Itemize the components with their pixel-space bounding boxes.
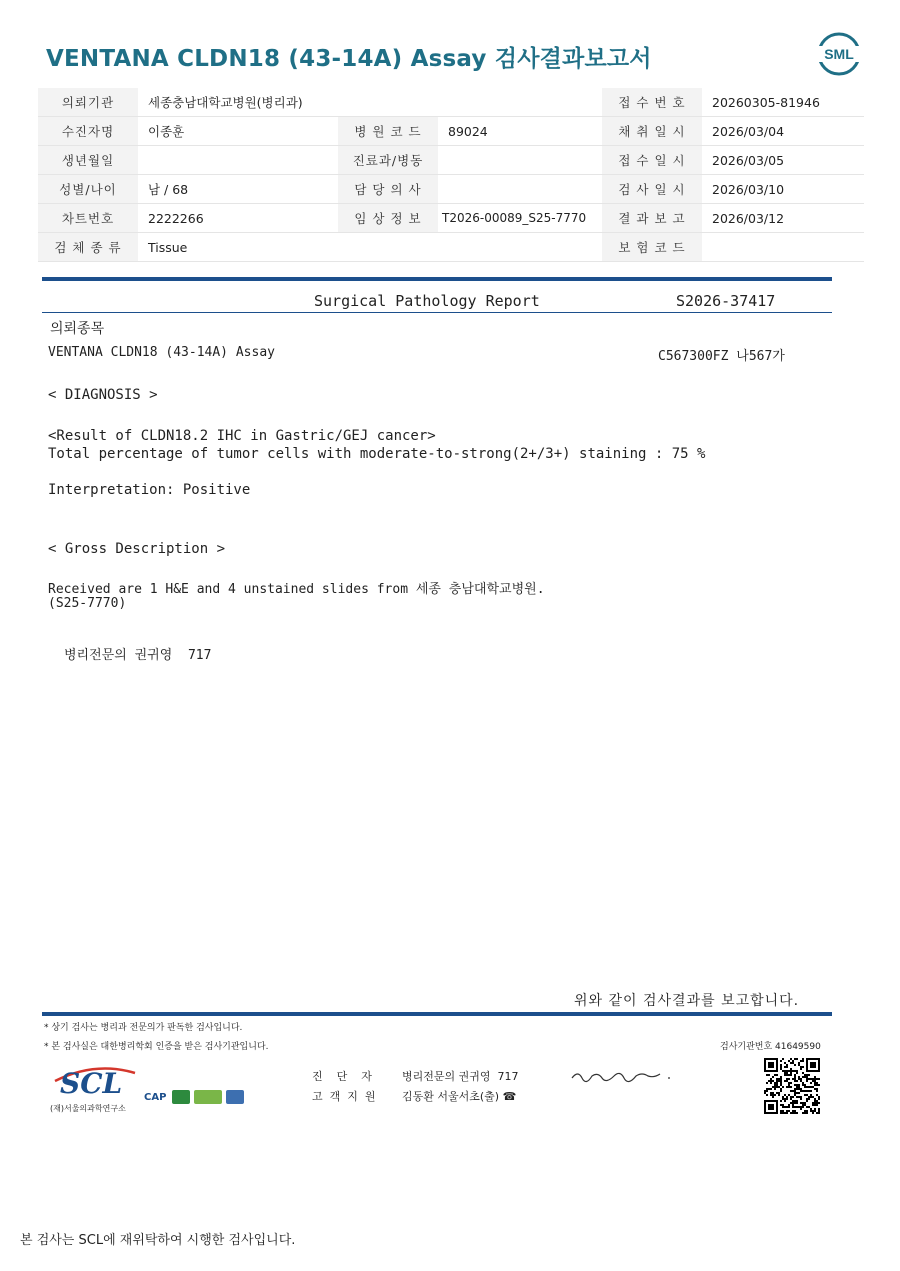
value-receipt-date: 2026/03/05 — [702, 146, 864, 175]
label-birth-date: 생년월일 — [38, 146, 138, 175]
lh-accreditation-icon — [172, 1090, 190, 1104]
gross-specimen-no: (S25-7770) — [48, 596, 127, 611]
patient-info-table — [38, 88, 864, 262]
sml-logo — [814, 30, 864, 78]
value-sex-age: 남 / 68 — [138, 175, 338, 204]
footer-note-1: * 상기 검사는 병리과 전문의가 판독한 검사입니다. — [44, 1023, 243, 1033]
gross-heading: < Gross Description > — [48, 541, 226, 557]
cap-logo: CAP — [144, 1091, 167, 1103]
label-report-date: 결 과 보 고 — [602, 204, 702, 233]
label-sex-age: 성별/나이 — [38, 175, 138, 204]
label-receipt-no: 접 수 번 호 — [602, 88, 702, 117]
value-chart-no: 2222266 — [138, 204, 338, 233]
report-heading: Surgical Pathology Report — [314, 292, 540, 310]
report-top-rule — [42, 277, 832, 281]
value-institution: 세종충남대학교병원(병리과) — [138, 88, 602, 117]
label-department: 진료과/병동 — [338, 146, 438, 175]
scl-logo — [50, 1065, 140, 1114]
customer-support-label: 고 객 지 원 — [312, 1090, 376, 1103]
label-chart-no: 차트번호 — [38, 204, 138, 233]
report-bottom-rule — [42, 1012, 832, 1016]
pathologist-signature — [570, 1066, 676, 1084]
label-institution: 의뢰기관 — [38, 88, 138, 117]
info-row — [38, 146, 864, 175]
page-title: VENTANA CLDN18 (43-14A) Assay 검사결과보고서 — [46, 46, 652, 72]
report-number: S2026-37417 — [676, 292, 776, 310]
institution-number: 검사기관번호 41649590 — [720, 1042, 821, 1052]
label-collection-date: 채 취 일 시 — [602, 117, 702, 146]
label-test-date: 검 사 일 시 — [602, 175, 702, 204]
value-physician — [438, 175, 602, 204]
result-value: Total percentage of tumor cells with moderate-to-strong(2+/3+) staining : 75 % — [48, 446, 706, 462]
scl-wordmark: SCL — [60, 1067, 123, 1100]
info-row — [38, 233, 864, 262]
value-birth-date — [138, 146, 338, 175]
value-hospital-code: 89024 — [438, 117, 602, 146]
pathologist-sign-line: 병리전문의 권귀영 717 — [64, 648, 212, 663]
value-collection-date: 2026/03/04 — [702, 117, 864, 146]
qr-code-icon — [764, 1058, 820, 1114]
order-name: VENTANA CLDN18 (43-14A) Assay — [48, 345, 275, 360]
outsourcing-note: 본 검사는 SCL에 재위탁하여 시행한 검사입니다. — [20, 1233, 296, 1248]
info-row — [38, 204, 864, 233]
eqa-accreditation-icon — [194, 1090, 222, 1104]
order-code: C567300FZ 나567가 — [658, 349, 785, 364]
info-row — [38, 175, 864, 204]
result-title: <Result of CLDN18.2 IHC in Gastric/GEJ cancer> — [48, 428, 436, 444]
label-patient-name: 수진자명 — [38, 117, 138, 146]
label-clinical-info: 임 상 정 보 — [338, 204, 438, 233]
footer-note-2: * 본 검사실은 대한병리학회 인증을 받은 검사기관입니다. — [44, 1042, 269, 1052]
customer-support-value: 김동환 서울서초(출) ☎ — [402, 1090, 517, 1103]
order-label: 의뢰종목 — [50, 321, 105, 337]
scl-org-name: (재)서울의과학연구소 — [50, 1104, 126, 1113]
sml-logo-text: SML — [824, 46, 854, 62]
diagnosis-heading: < DIAGNOSIS > — [48, 387, 158, 403]
label-receipt-date: 접 수 일 시 — [602, 146, 702, 175]
label-specimen-type: 검 체 종 류 — [38, 233, 138, 262]
value-specimen-type: Tissue — [138, 233, 602, 262]
label-physician: 담 당 의 사 — [338, 175, 438, 204]
value-report-date: 2026/03/12 — [702, 204, 864, 233]
label-insurance-code: 보 험 코 드 — [602, 233, 702, 262]
value-insurance-code — [702, 233, 864, 262]
accreditation-logos — [144, 1090, 248, 1104]
diagnostician-value: 병리전문의 권귀영 717 — [402, 1070, 519, 1083]
value-clinical-info: T2026-00089_S25-7770 — [438, 204, 602, 233]
closing-statement: 위와 같이 검사결과를 보고합니다. — [574, 993, 800, 1009]
info-row — [38, 88, 864, 117]
gross-text: Received are 1 H&E and 4 unstained slides from 세종 충남대학교병원. — [48, 582, 545, 597]
value-receipt-no: 20260305-81946 — [702, 88, 864, 117]
value-department — [438, 146, 602, 175]
report-heading-rule — [42, 312, 832, 313]
info-row — [38, 117, 864, 146]
diagnostician-label: 진 단 자 — [312, 1070, 372, 1083]
label-hospital-code: 병 원 코 드 — [338, 117, 438, 146]
kab-accreditation-icon — [226, 1090, 244, 1104]
value-test-date: 2026/03/10 — [702, 175, 864, 204]
interpretation: Interpretation: Positive — [48, 482, 251, 498]
value-patient-name: 이종훈 — [138, 117, 338, 146]
